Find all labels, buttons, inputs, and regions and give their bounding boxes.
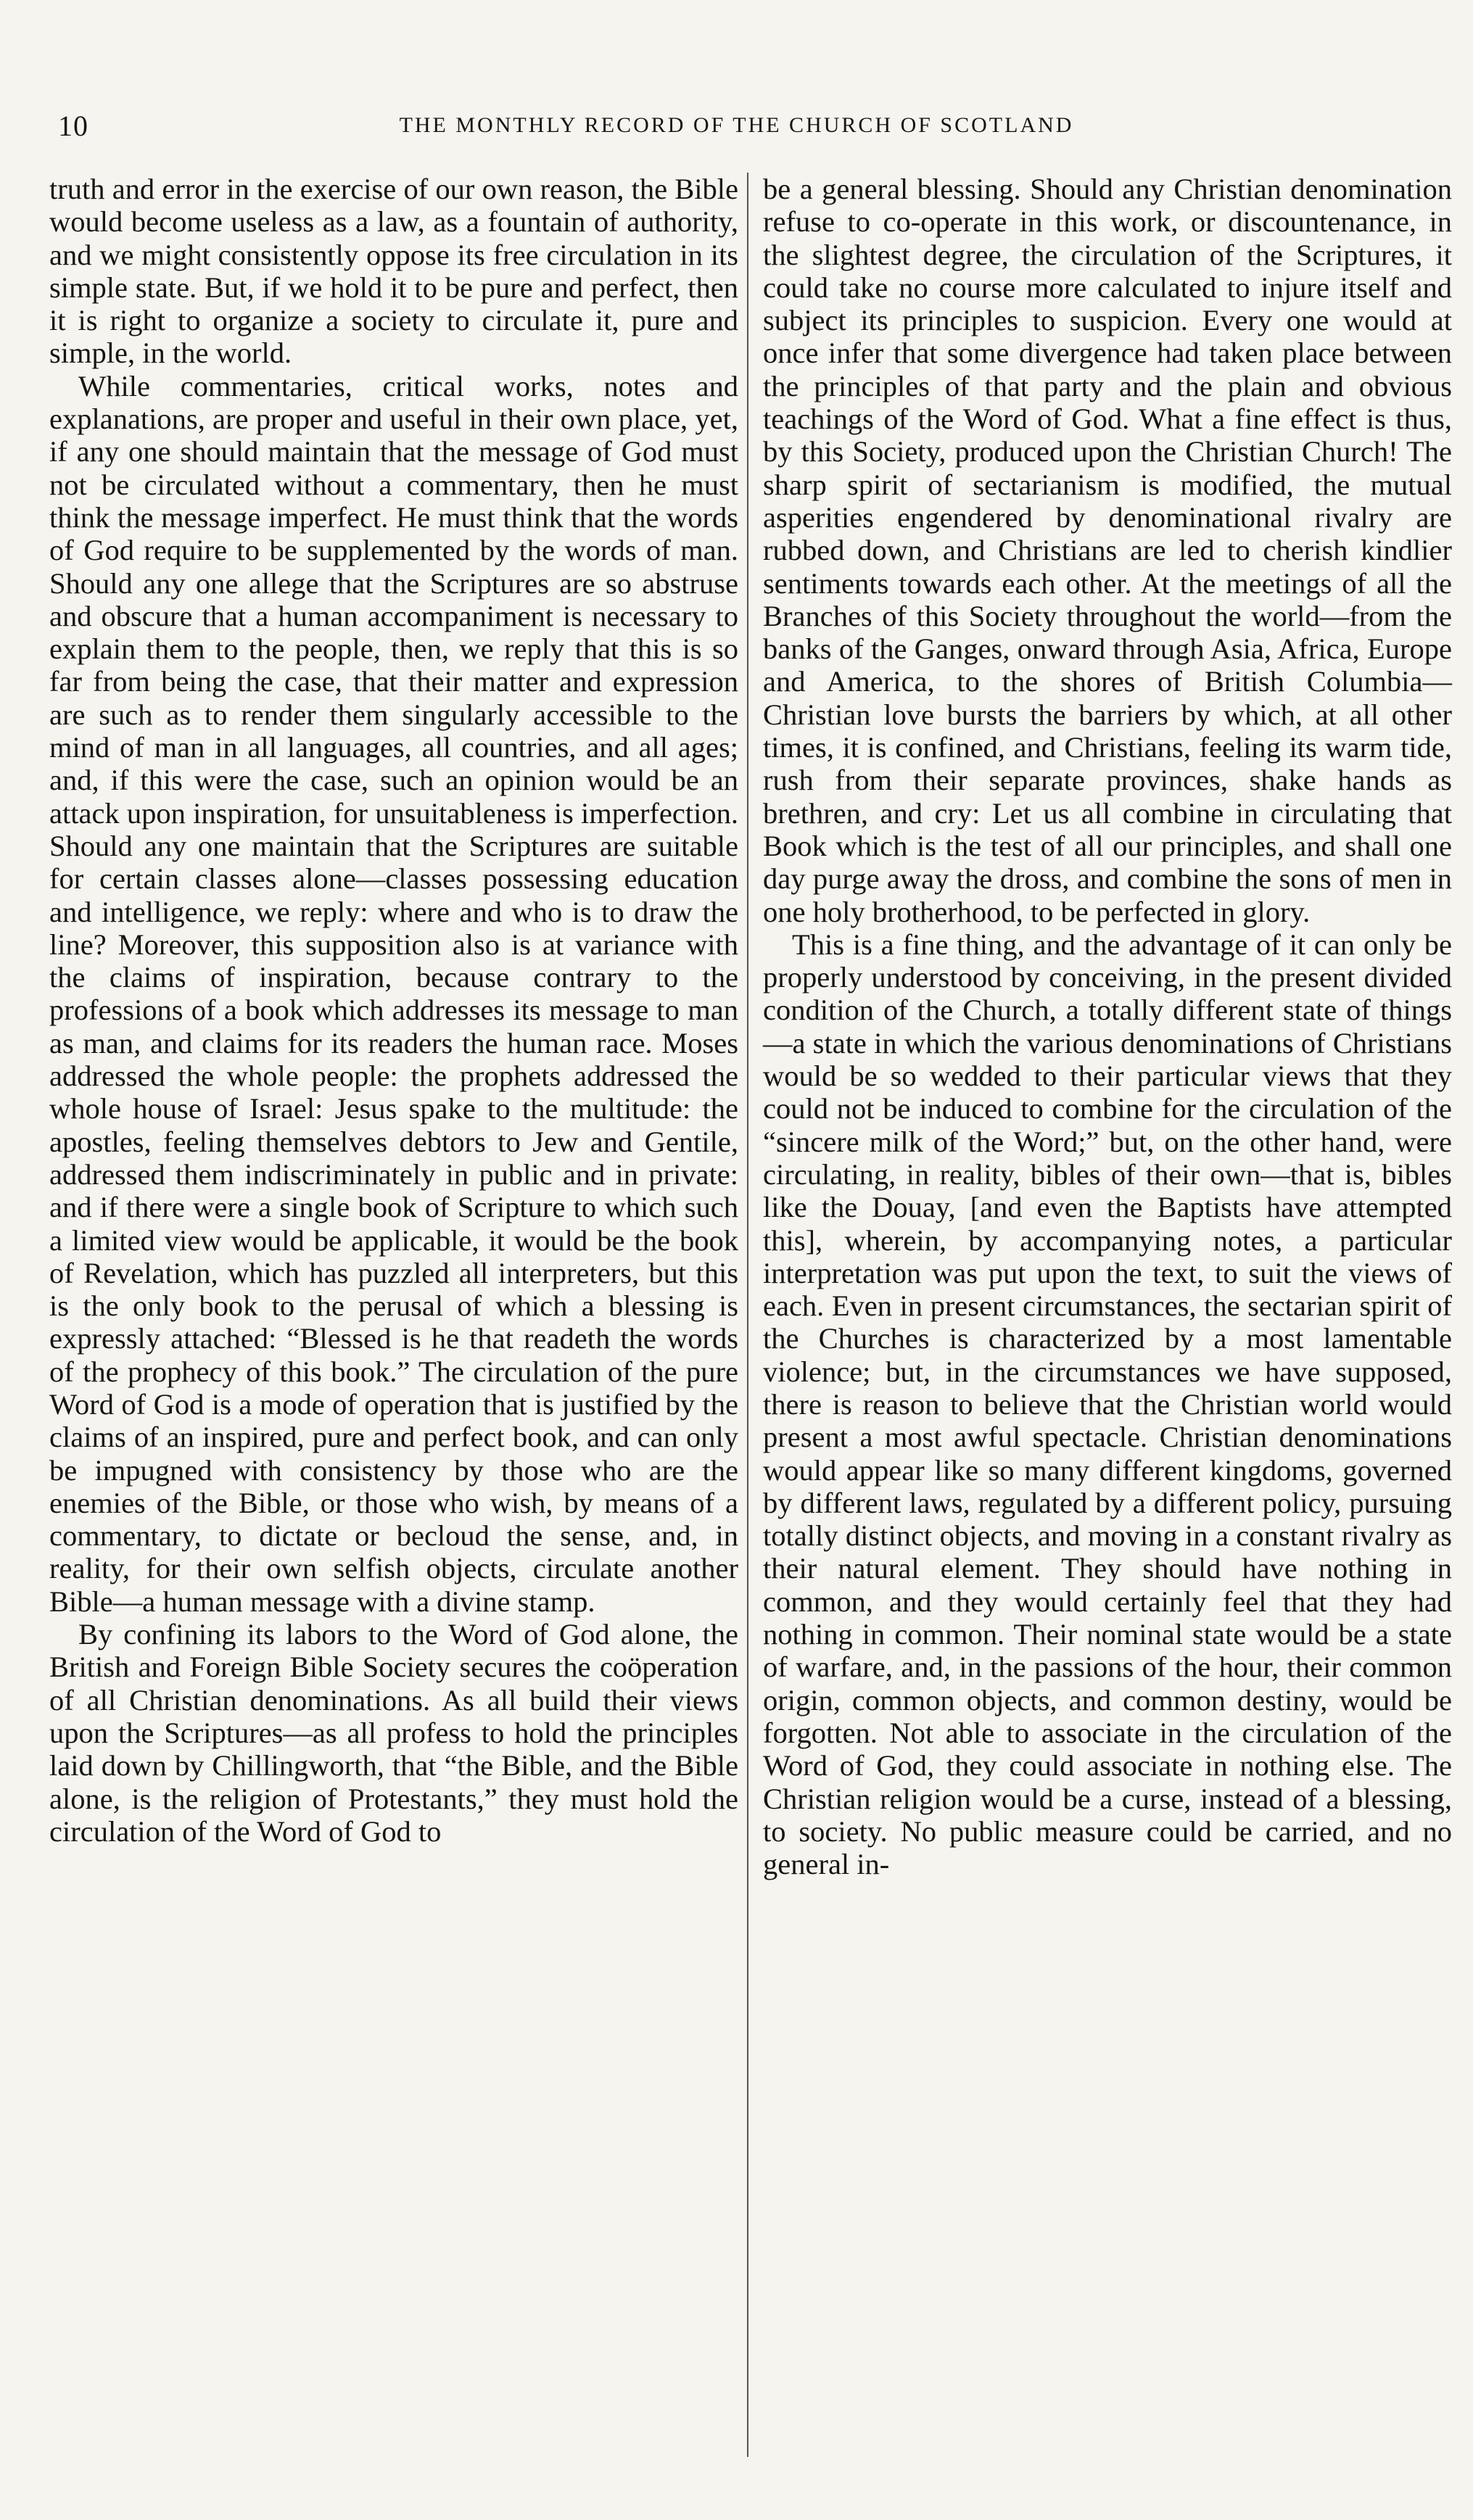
right-column: [763, 173, 1452, 1880]
left-column: [49, 173, 738, 1848]
paragraph: be a general blessing. Should any Christian denomination refuse to co-operate in this work, or discountenance, in the slightest degree, the circulation of the Scriptures, it could take no course more calculated to injure itself and subject its principles to suspicion. Every one would at once infer that some divergence had taken place between the principles of that party and the plain and obvious teachings of the Word of God. What a fine effect is thus, by this Society, produced upon the Christian Church! The sharp spirit of sectarianism is modified, the mutual asperities engendered by denominational rivalry are rubbed down, and Christians are led to cherish kindlier sentiments towards each other. At the meetings of all the Branches of this Society throughout the world—from the banks of the Ganges, onward through Asia, Africa, Europe and America, to the shores of British Columbia—Christian love bursts the barriers by which, at all other times, it is confined, and Christians, feeling its warm tide, rush from their separate provinces, shake hands as brethren, and cry: Let us all combine in circulating that Book which is the test of all our principles, and shall one day purge away the dross, and combine the sons of men in one holy brotherhood, to be perfected in glory.: [763, 173, 1452, 928]
paragraph: truth and error in the exercise of our own reason, the Bible would become useless as a law, as a fountain of authority, and we might consistently oppose its free circulation in its simple state. But, if we hold it to be pure and perfect, then it is right to organize a society to circulate it, pure and simple, in the world.: [49, 173, 738, 370]
column-divider: [747, 173, 748, 2457]
paragraph: This is a fine thing, and the advantage of it can only be properly understood by conceiving, in the present divided condition of the Church, a totally different state of things—a state in which the various denominations of Christians would be so wedded to their particular views that they could not be induced to combine for the circulation of the “sincere milk of the Word;” but, on the other hand, were circulating, in reality, bibles of their own—that is, bibles like the Douay, [and even the Baptists have attempted this], wherein, by accompanying notes, a particular interpretation was put upon the text, to suit the views of each. Even in present circumstances, the sectarian spirit of the Churches is characterized by a most lamentable violence; but, in the circumstances we have supposed, there is reason to believe that the Christian world would present a most awful spectacle. Christian denominations would appear like so many different kingdoms, governed by different laws, regulated by a different policy, pursuing totally distinct objects, and moving in a constant rivalry as their natural element. They should have nothing in common, and they would certainly feel that they had nothing in common. Their nominal state would be a state of warfare, and, in the passions of the hour, their common origin, common objects, and common destiny, would be forgotten. Not able to associate in the circulation of the Word of God, they could associate in nothing else. The Christian religion would be a curse, instead of a blessing, to society. No public measure could be carried, and no general in-: [763, 928, 1452, 1881]
page-header: [51, 109, 1422, 152]
running-title: THE MONTHLY RECORD OF THE CHURCH OF SCOTLAND: [399, 113, 1074, 137]
paragraph: By confining its labors to the Word of God alone, the British and Foreign Bible Society secures the coöperation of all Christian denominations. As all build their views upon the Scriptures—as all profess to hold the principles laid down by Chillingworth, that “the Bible, and the Bible alone, is the religion of Protestants,” they must hold the circulation of the Word of God to: [49, 1618, 738, 1848]
paragraph: While commentaries, critical works, notes and explanations, are proper and useful in their own place, yet, if any one should maintain that the message of God must not be circulated without a commentary, then he must think the message imperfect. He must think that the words of God require to be supplemented by the words of man. Should any one allege that the Scriptures are so abstruse and obscure that a human accompaniment is necessary to explain them to the people, then, we reply that this is so far from being the case, that their matter and expression are such as to render them singularly accessible to the mind of man in all languages, all countries, and all ages; and, if this were the case, such an opinion would be an attack upon inspiration, for unsuitableness is imperfection. Should any one maintain that the Scriptures are suitable for certain classes alone—classes possessing education and intelligence, we reply: where and who is to draw the line? Moreover, this supposition also is at variance with the claims of inspiration, because contrary to the professions of a book which addresses its message to man as man, and claims for its readers the human race. Moses addressed the whole people: the prophets addressed the whole house of Israel: Jesus spake to the multitude: the apostles, feeling themselves debtors to Jew and Gentile, addressed them indiscriminately in public and in private: and if there were a single book of Scripture to which such a limited view would be applicable, it would be the book of Revelation, which has puzzled all interpreters, but this is the only book to the perusal of which a blessing is expressly attached: “Blessed is he that readeth the words of the prophecy of this book.” The circulation of the pure Word of God is a mode of operation that is justified by the claims of an inspired, pure and perfect book, and can only be impugned with consistency by those who are the enemies of the Bible, or those who wish, by means of a commentary, to dictate or becloud the sense, and, in reality, for their own selfish objects, circulate another Bible—a human message with a divine stamp.: [49, 369, 738, 1618]
page-number: 10: [58, 110, 88, 142]
